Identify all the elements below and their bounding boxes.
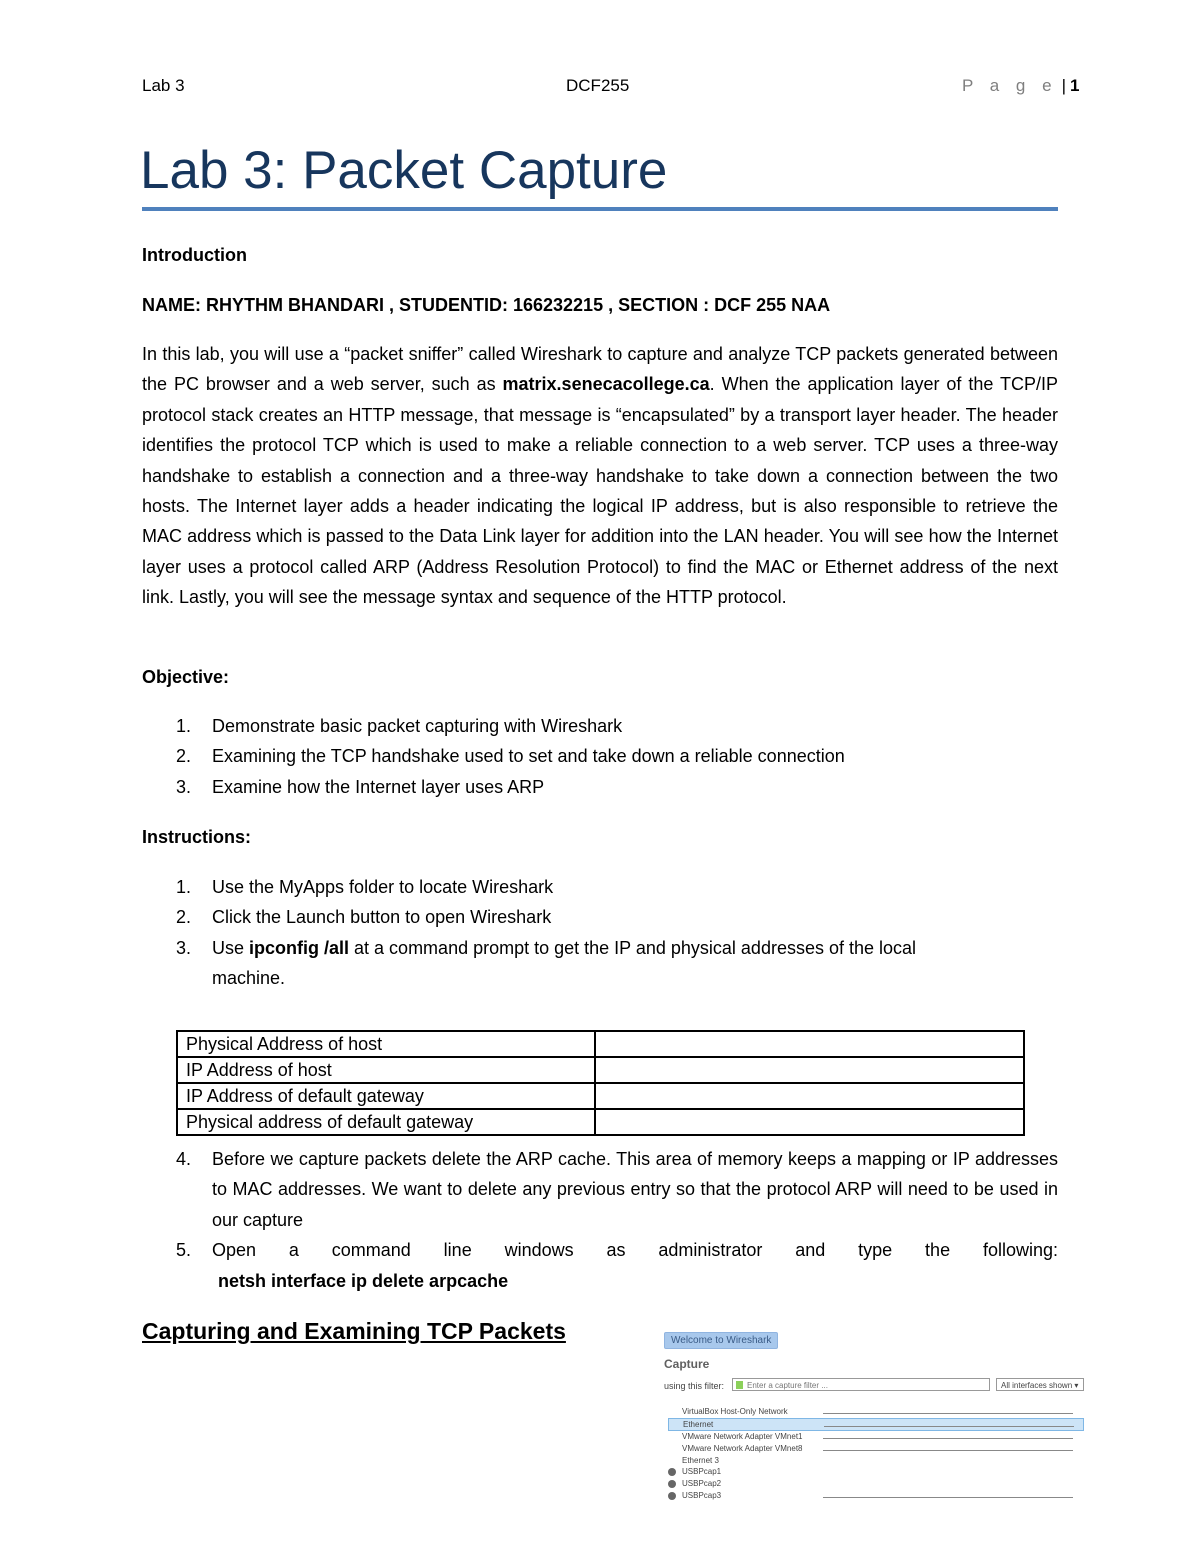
interface-row <box>668 1455 1084 1467</box>
gear-icon <box>668 1480 676 1488</box>
wireshark-filter-label: using this filter: <box>664 1381 725 1391</box>
table-row <box>177 1083 1024 1109</box>
list-item <box>142 1144 1058 1235</box>
table-cell-value[interactable] <box>595 1031 1024 1057</box>
interface-row-selected <box>668 1418 1084 1432</box>
list-item <box>142 1235 1058 1296</box>
table-cell-label: Physical address of default gateway <box>177 1109 595 1135</box>
interface-name: VMware Network Adapter VMnet1 <box>682 1432 803 1442</box>
table-row <box>177 1031 1024 1057</box>
intro-text-2: . When the application layer of the TCP/IP protocol stack creates an HTTP message, that message is “encapsulated” by a transport layer header. The header identifies the protocol TCP which is used to make a reliable connection to a web server. TCP uses a three-way handshake to establish a connection and a three-way handshake to take down a connection between the two hosts. The Internet layer adds a header indicating the logical IP address, but is also responsible to retrieve the MAC address which is passed to the Data Link layer for addition into the LAN header. You will see how the Internet layer uses a protocol called ARP (Address Resolution Protocol) to find the MAC or Ethernet address of the next link. Lastly, you will see the message syntax and sequence of the HTTP protocol. <box>142 374 1058 608</box>
table-cell-value[interactable] <box>595 1109 1024 1135</box>
intro-host: matrix.senecacollege.ca <box>502 374 710 395</box>
intro-heading: Introduction <box>142 245 247 265</box>
interface-row <box>668 1406 1084 1418</box>
list-item <box>142 872 1058 902</box>
instructions-list-continued <box>142 1144 1058 1296</box>
gear-icon <box>668 1492 676 1500</box>
list-item <box>142 902 1058 932</box>
wireshark-interfaces-dropdown: All interfaces shown ▾ <box>996 1378 1084 1391</box>
table-cell-value[interactable] <box>595 1057 1024 1083</box>
item-number: 2. <box>176 746 192 767</box>
interface-row <box>668 1443 1084 1455</box>
wireshark-capture-filter: Enter a capture filter ... <box>732 1378 990 1391</box>
item-text: at a command prompt to get the IP and physical addresses of the local machine. <box>212 937 917 989</box>
interface-name: USBPcap1 <box>682 1467 722 1477</box>
interface-name: USBPcap2 <box>682 1479 722 1489</box>
item-number: 5. <box>176 1240 192 1261</box>
item-text: Use the MyApps folder to locate Wireshark <box>212 877 554 897</box>
item-number: 4. <box>176 1149 192 1169</box>
traffic-sparkline <box>823 1450 1073 1452</box>
interface-name: VMware Network Adapter VMnet8 <box>682 1444 803 1454</box>
table-cell-label: IP Address of default gateway <box>177 1083 595 1109</box>
header-course: DCF255 <box>566 76 630 95</box>
item-text: Open a command line windows as administrator and type the following: <box>212 1240 1058 1261</box>
item-number: 2. <box>176 907 192 928</box>
traffic-sparkline <box>823 1413 1073 1415</box>
page-number: 1 <box>1070 76 1080 95</box>
item-number: 3. <box>176 776 192 797</box>
item-number: 1. <box>176 716 192 736</box>
objective-list <box>142 711 1058 802</box>
page-title: Lab 3: Packet Capture <box>140 141 668 200</box>
table-cell-label: Physical Address of host <box>177 1031 595 1057</box>
objective-heading: Objective: <box>142 667 230 687</box>
wireshark-welcome-tab: Welcome to Wireshark <box>664 1332 778 1349</box>
list-item <box>142 711 1058 741</box>
table-cell-value[interactable] <box>595 1083 1024 1109</box>
table-row <box>177 1109 1024 1135</box>
traffic-sparkline <box>823 1497 1073 1499</box>
student-line: NAME: RHYTHM BHANDARI , STUDENTID: 166232215 , SECTION : DCF 255 NAA <box>142 295 831 315</box>
item-text: Use <box>212 937 250 958</box>
interface-row <box>668 1466 1084 1478</box>
item-number: 3. <box>176 937 192 958</box>
header-left: Lab 3 <box>142 76 185 95</box>
list-item <box>142 741 1058 771</box>
item-text: Examining the TCP handshake used to set and take down a reliable connection <box>212 746 845 767</box>
interface-row <box>668 1490 1084 1502</box>
intro-text-1: In this lab, you will use a “packet sniffer” called Wireshark to capture and analyze TCP packets generated between the PC browser and a web server, such as <box>142 344 1058 395</box>
instructions-heading: Instructions: <box>142 827 252 847</box>
item-text: Demonstrate basic packet capturing with Wireshark <box>212 716 623 736</box>
address-table <box>176 1030 1025 1136</box>
table-row <box>177 1057 1024 1083</box>
page-separator: | <box>1061 76 1066 95</box>
interface-row <box>668 1431 1084 1443</box>
wireshark-interface-list <box>668 1406 1084 1502</box>
instructions-list <box>142 872 1058 994</box>
title-underline <box>142 207 1058 211</box>
wireshark-capture-heading: Capture <box>664 1357 710 1371</box>
command-ipconfig: ipconfig /all <box>249 937 350 958</box>
header-page <box>962 76 1079 96</box>
section-heading: Capturing and Examining TCP Packets <box>142 1318 566 1344</box>
item-number: 1. <box>176 877 192 897</box>
gear-icon <box>668 1468 676 1476</box>
item-text: Examine how the Internet layer uses ARP <box>212 776 545 797</box>
traffic-sparkline <box>824 1426 1074 1428</box>
interface-name: Ethernet 3 <box>682 1455 719 1465</box>
list-item <box>142 772 1058 802</box>
item-text: Before we capture packets delete the ARP cache. This area of memory keeps a mapping or IP addresses to MAC addresses. We want to delete any previous entry so that the protocol ARP will need to be used in our capture <box>212 1149 1058 1230</box>
interface-name: USBPcap3 <box>682 1490 722 1500</box>
item-text: Click the Launch button to open Wireshark <box>212 907 552 928</box>
interface-row <box>668 1478 1084 1490</box>
command-netsh: netsh interface ip delete arpcache <box>218 1270 509 1291</box>
interface-name: VirtualBox Host-Only Network <box>682 1407 788 1416</box>
wireshark-screenshot <box>660 1330 1090 1520</box>
traffic-sparkline <box>823 1438 1073 1440</box>
list-item <box>142 933 1058 994</box>
page-label: P a g e <box>962 76 1058 95</box>
interface-name: Ethernet <box>683 1419 714 1429</box>
table-cell-label: IP Address of host <box>177 1057 595 1083</box>
intro-paragraph <box>142 339 1058 613</box>
